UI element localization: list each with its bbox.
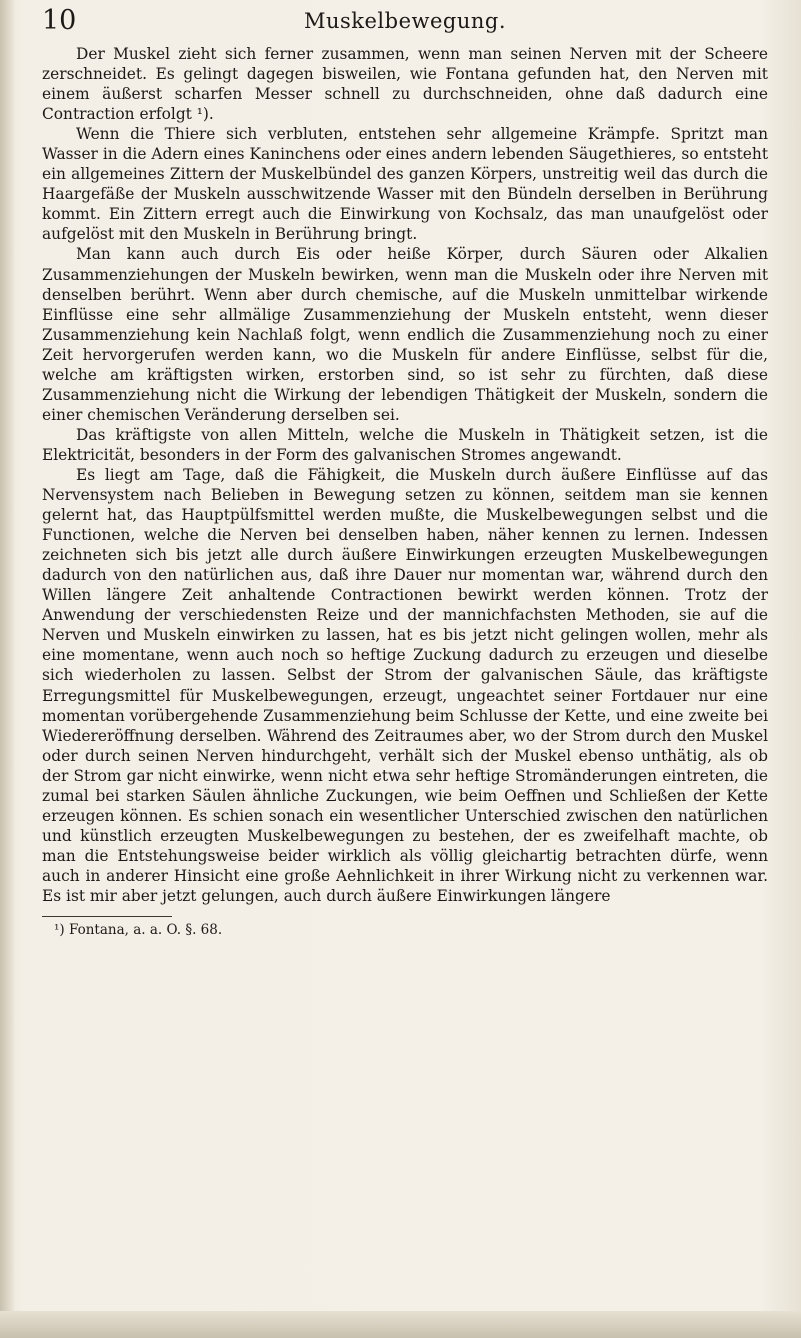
paragraph-2: Wenn die Thiere sich verbluten, entstehen sehr allgemeine Krämpfe. Spritzt man Wasser in die Adern eines Kaninchens oder eines andern lebenden Säugethieres, so entsteht ein allgemeines Zittern der Muskelbündel des ganzen Körpers, unstreitig weil das durch die Haargefäße der Muskeln ausschwitzende Wasser mit den Bündeln derselben in Berührung kommt. Ein Zittern erregt auch die Einwirkung von Kochsalz, das man unaufgelöst oder aufgelöst mit den Muskeln in Berührung bringt.	[42, 125, 768, 244]
body-text	[42, 44, 768, 906]
book-gutter	[0, 0, 14, 1338]
running-head	[42, 4, 768, 38]
paragraph-4: Das kräftigste von allen Mitteln, welche die Muskeln in Thätigkeit setzen, ist die Elektricität, besonders in der Form des galvanischen Stromes angewandt.	[42, 425, 768, 464]
footnote: ¹) Fontana, a. a. O. §. 68.	[54, 922, 223, 939]
paragraph-1: Der Muskel zieht sich ferner zusammen, wenn man seinen Nerven mit der Scheere zerschneidet. Es gelingt dagegen bisweilen, wie Fontana gefunden hat, den Nerven mit einem äußerst scharfen Messer schnell zu durchschneiden, ohne daß dadurch eine Contraction erfolgt ¹).	[42, 45, 768, 124]
page-bottom-edge	[0, 1311, 801, 1338]
page-number: 10	[42, 5, 77, 36]
running-title: Muskelbewegung.	[303, 9, 507, 33]
footnote-rule	[42, 916, 172, 917]
page-content	[42, 4, 768, 939]
paragraph-5: Es liegt am Tage, daß die Fähigkeit, die Muskeln durch äußere Einflüsse auf das Nervensystem nach Belieben in Bewegung setzen zu können, seitdem man sie kennen gelernt hat, das Hauptpülfsmittel werden mußte, die Muskelbewegungen selbst und die Functionen, welche die Nerven bei denselben haben, näher kennen zu lernen. Indessen zeichneten sich bis jetzt alle durch äußere Einwirkungen erzeugten Muskelbewegungen dadurch von den natürlichen aus, daß ihre Dauer nur momentan war, während durch den Willen längere Zeit anhaltende Contractionen bewirkt werden können. Trotz der Anwendung der verschiedensten Reize und der mannichfachsten Methoden, sie auf die Nerven und Muskeln einwirken zu lassen, hat es bis jetzt nicht gelingen wollen, mehr als eine momentane, wenn auch noch so heftige Zuckung dadurch zu erzeugen und dieselbe sich wiederholen zu lassen. Selbst der Strom der galvanischen Säule, das kräftigste Erregungsmittel für Muskelbewegungen, erzeugt, ungeachtet seiner Fortdauer nur eine momentan vorübergehende Zusammenziehung beim Schlusse der Kette, und eine zweite bei Wiedereröffnung derselben. Während des Zeitraumes aber, wo der Strom durch den Muskel oder durch seinen Nerven hindurchgeht, verhält sich der Muskel ebenso unthätig, als ob der Strom gar nicht einwirke, wenn nicht etwa sehr heftige Stromänderungen eintreten, die zumal bei starken Säulen ähnliche Zuckungen, wie beim Oeffnen und Schließen der Kette erzeugen können. Es schien sonach ein wesentlicher Unterschied zwischen den natürlichen und künstlich erzeugten Muskelbewegungen zu bestehen, der es zweifelhaft machte, ob man die Entstehungsweise beider wirklich als völlig gleichartig betrachten dürfe, wenn auch in anderer Hinsicht eine große Aehnlichkeit in ihrer Wirkung nicht zu verkennen war. Es ist mir aber jetzt gelungen, auch durch äußere Einwirkungen längere	[42, 465, 768, 905]
paragraph-3: Man kann auch durch Eis oder heiße Körper, durch Säuren oder Alkalien Zusammenziehungen der Muskeln bewirken, wenn man die Muskeln oder ihre Nerven mit denselben berührt. Wenn aber durch chemische, auf die Muskeln unmittelbar wirkende Einflüsse eine sehr allmälige Zusammenziehung der Muskeln entsteht, wenn dieser Zusammenziehung kein Nachlaß folgt, wenn endlich die Zusammenziehung noch zu einer Zeit hervorgerufen werden kann, wo die Muskeln für andere Einflüsse, selbst für die, welche am kräftigsten wirken, erstorben sind, so ist sehr zu fürchten, daß diese Zusammenziehung nicht die Wirkung der lebendigen Thätigkeit der Muskeln, sondern die einer chemischen Veränderung derselben sei.	[42, 245, 768, 424]
